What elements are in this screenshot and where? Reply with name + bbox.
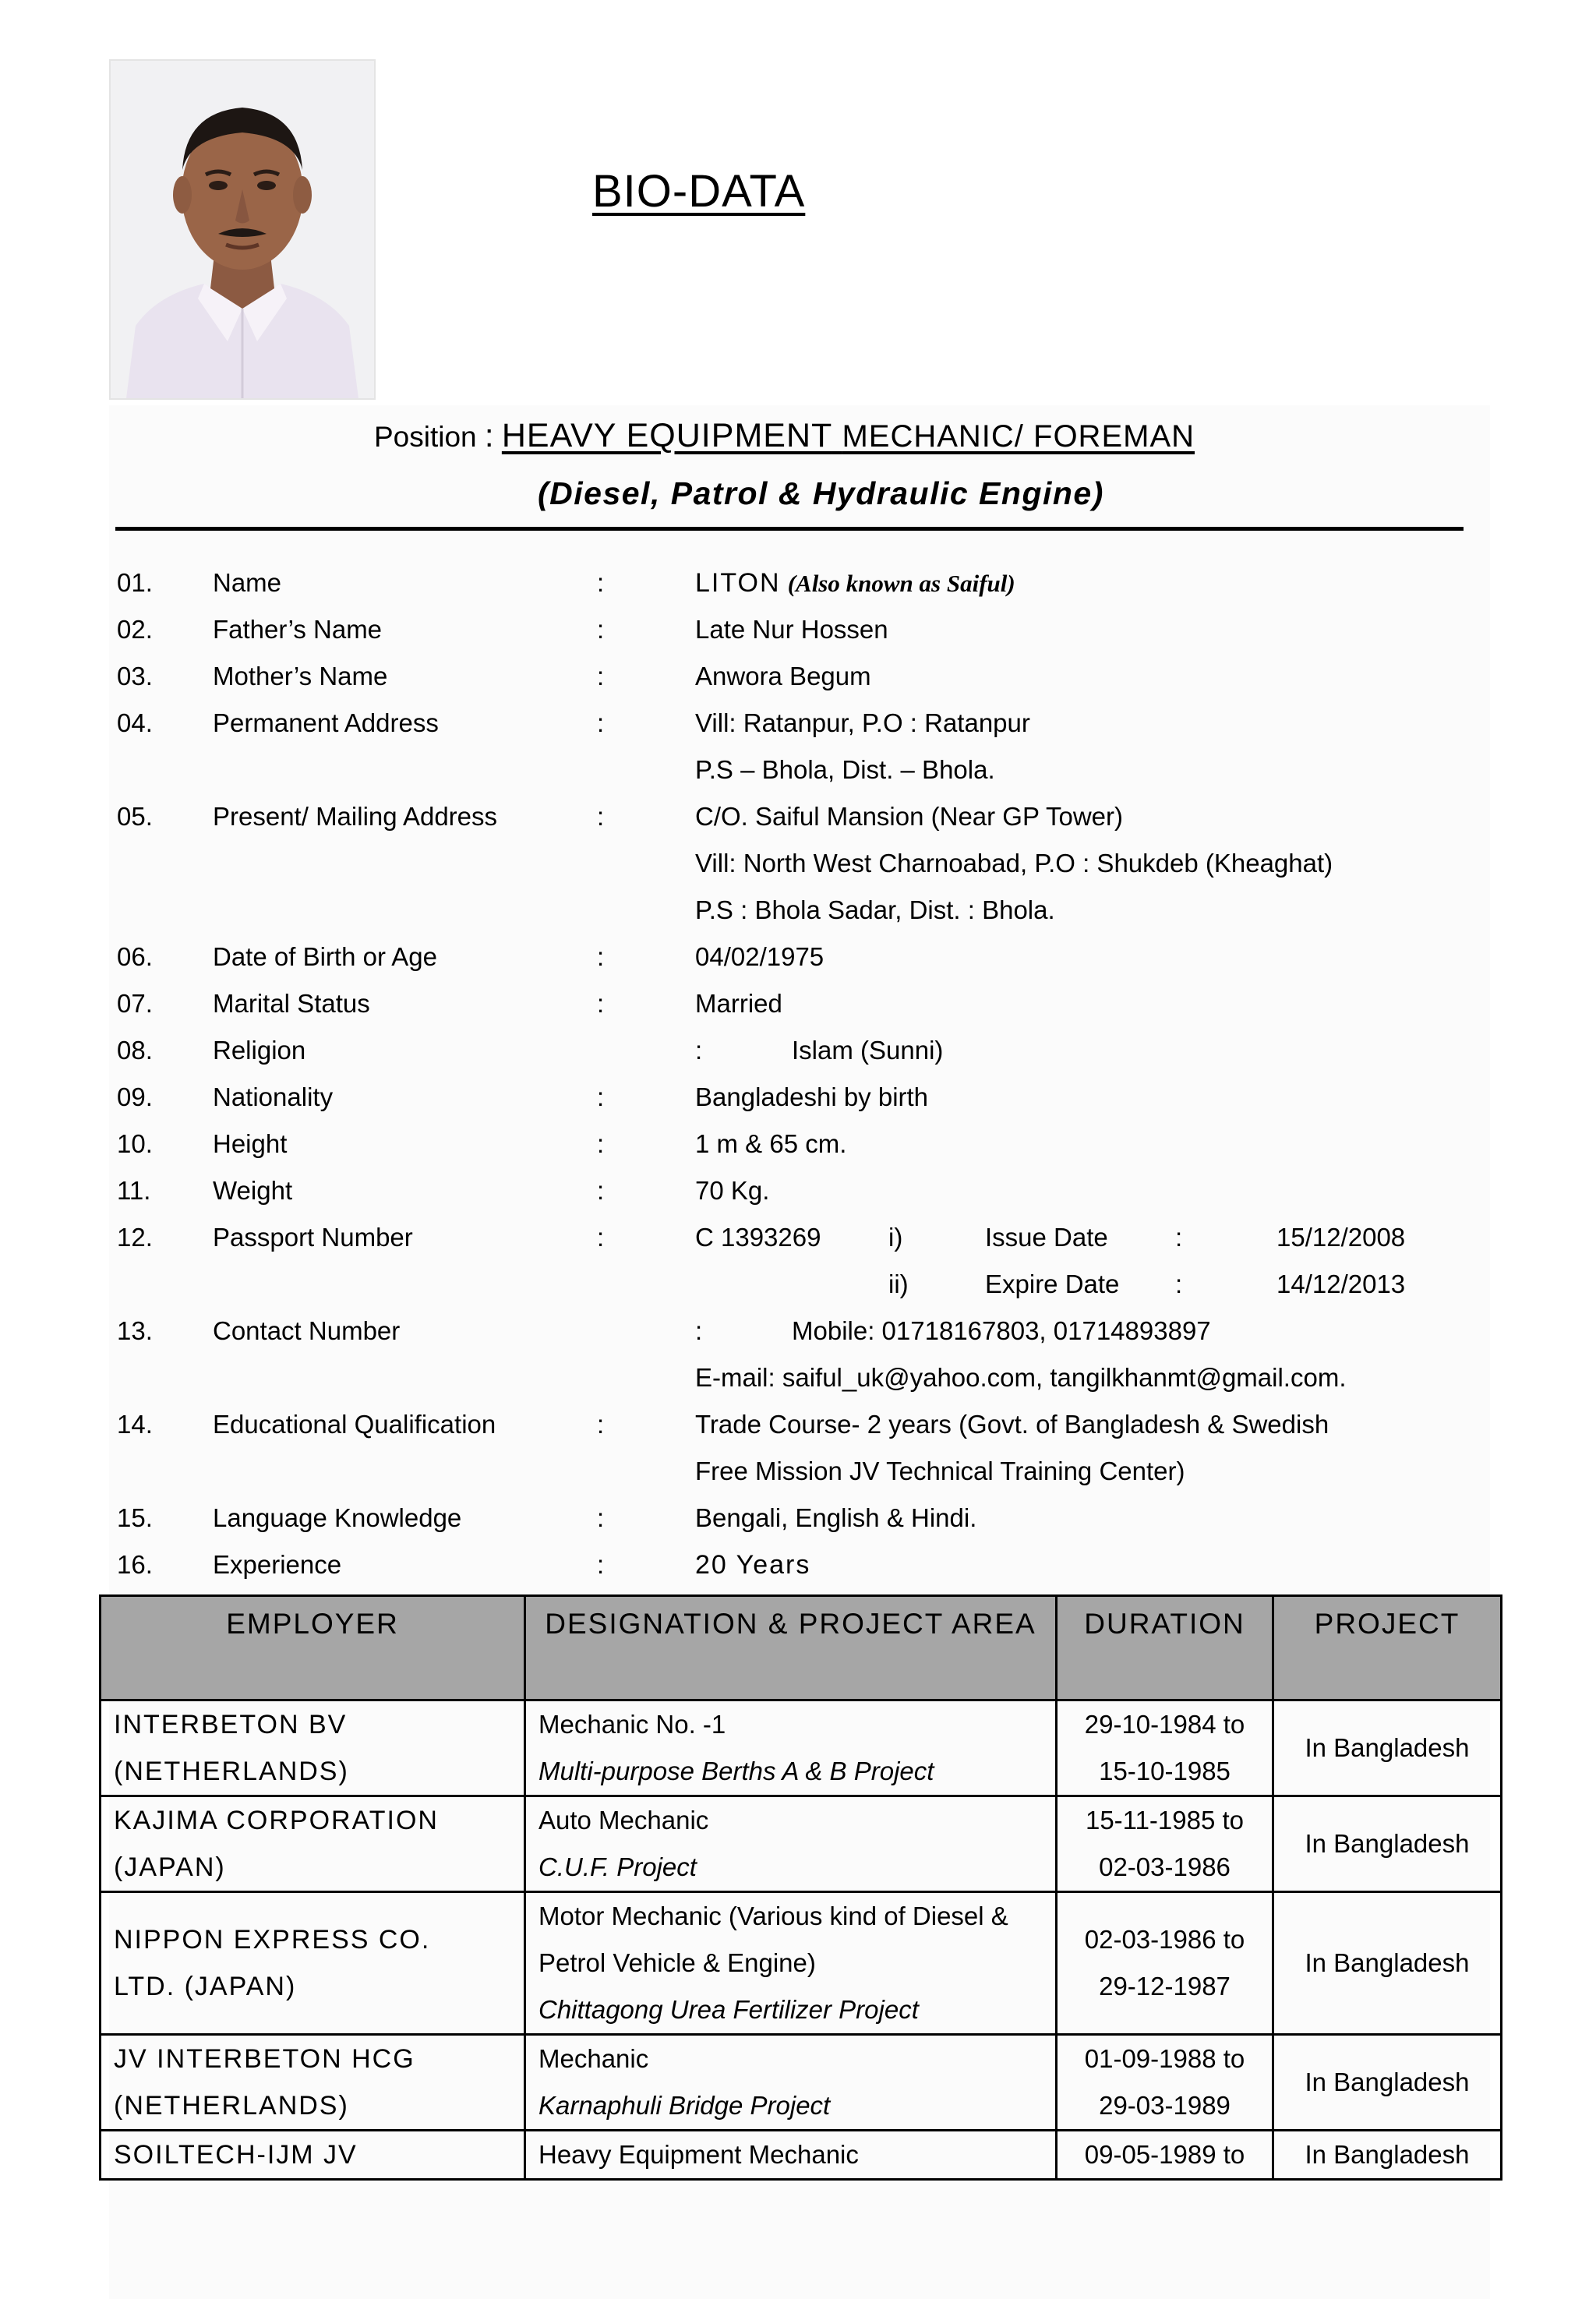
name-value: LITON <box>695 568 781 598</box>
detail-row-permanent-address: 04. Permanent Address : Vill: Ratanpur, P.O : Ratanpur <box>117 708 1030 737</box>
header-duration: DURATION <box>1057 1596 1273 1700</box>
detail-row-email: E-mail: saiful_uk@yahoo.com, tangilkhanmt@gmail.com. <box>695 1363 1347 1392</box>
portrait-illustration <box>111 61 374 398</box>
detail-row-present-address-cont: P.S : Bhola Sadar, Dist. : Bhola. <box>695 895 1055 924</box>
duration-cell: 01-09-1988 to 29-03-1989 <box>1057 2035 1273 2131</box>
detail-row-passport: 12. Passport Number : C 1393269 i) Issue Date : 15/12/2008 <box>117 1223 1406 1252</box>
detail-row-height: 10. Height : 1 m & 65 cm. <box>117 1129 847 1158</box>
divider-rule <box>115 527 1464 531</box>
position-label: Position <box>374 421 477 453</box>
employment-table <box>99 1594 1502 2181</box>
table-row <box>101 1700 1502 1796</box>
detail-row-dob: 06. Date of Birth or Age : 04/02/1975 <box>117 942 824 971</box>
detail-row-education: 14. Educational Qualification : Trade Course- 2 years (Govt. of Bangladesh & Swedish <box>117 1410 1329 1439</box>
header-project: PROJECT <box>1273 1596 1502 1700</box>
detail-row-contact: 13. Contact Number : Mobile: 01718167803, 01714893897 <box>117 1316 1211 1345</box>
detail-row-present-address: 05. Present/ Mailing Address : C/O. Saiful Mansion (Near GP Tower) <box>117 802 1123 831</box>
designation-cell: Mechanic No. -1 Multi-purpose Berths A & B Project <box>525 1700 1057 1796</box>
employer-cell: INTERBETON BV (NETHERLANDS) <box>101 1700 525 1796</box>
designation-cell: Motor Mechanic (Various kind of Diesel & Petrol Vehicle & Engine) Chittagong Urea Fertilizer Project <box>525 1892 1057 2035</box>
position-value: HEAVY EQUIPMENT MECHANIC/ FOREMAN <box>501 417 1195 454</box>
header-employer: EMPLOYER <box>101 1596 525 1700</box>
detail-row-present-address-cont: Vill: North West Charnoabad, P.O : Shukdeb (Kheaghat) <box>695 849 1333 878</box>
detail-row-nationality: 09. Nationality : Bangladeshi by birth <box>117 1082 929 1111</box>
duration-cell: 29-10-1984 to 15-10-1985 <box>1057 1700 1273 1796</box>
project-cell: In Bangladesh <box>1273 1892 1502 2035</box>
detail-row-mother: 03. Mother’s Name : Anwora Begum <box>117 662 871 690</box>
duration-cell: 15-11-1985 to 02-03-1986 <box>1057 1796 1273 1892</box>
portrait-photo <box>109 59 376 400</box>
detail-row-experience: 16. Experience : 20 Years <box>117 1550 811 1580</box>
name-aka: (Also known as Saiful) <box>787 570 1015 597</box>
project-cell: In Bangladesh <box>1273 1700 1502 1796</box>
table-header-row <box>101 1596 1502 1700</box>
duration-cell: 09-05-1989 to <box>1057 2131 1273 2180</box>
detail-row-weight: 11. Weight : 70 Kg. <box>117 1176 770 1205</box>
duration-cell: 02-03-1986 to 29-12-1987 <box>1057 1892 1273 2035</box>
project-cell: In Bangladesh <box>1273 2131 1502 2180</box>
designation-cell: Auto Mechanic C.U.F. Project <box>525 1796 1057 1892</box>
designation-cell: Mechanic Karnaphuli Bridge Project <box>525 2035 1057 2131</box>
page-title: BIO-DATA <box>592 166 806 217</box>
detail-row-marital: 07. Marital Status : Married <box>117 989 782 1018</box>
designation-cell: Heavy Equipment Mechanic <box>525 2131 1057 2180</box>
table-row <box>101 1796 1502 1892</box>
employer-cell: KAJIMA CORPORATION (JAPAN) <box>101 1796 525 1892</box>
employer-cell: NIPPON EXPRESS CO. LTD. (JAPAN) <box>101 1892 525 2035</box>
detail-row-language: 15. Language Knowledge : Bengali, English & Hindi. <box>117 1503 977 1532</box>
detail-row-religion: 08. Religion : Islam (Sunni) <box>117 1036 944 1065</box>
project-cell: In Bangladesh <box>1273 2035 1502 2131</box>
detail-row-name: 01. Name : LITON (Also known as Saiful) <box>117 568 1015 598</box>
position-colon: : <box>484 417 494 454</box>
project-cell: In Bangladesh <box>1273 1796 1502 1892</box>
employer-cell: SOILTECH-IJM JV <box>101 2131 525 2180</box>
detail-row-passport-expiry: ii) Expire Date : 14/12/2013 <box>888 1270 1406 1298</box>
detail-row-father: 02. Father’s Name : Late Nur Hossen <box>117 615 888 644</box>
position-subtitle: (Diesel, Patrol & Hydraulic Engine) <box>538 475 1104 511</box>
detail-row-education-cont: Free Mission JV Technical Training Center) <box>695 1457 1185 1485</box>
employer-cell: JV INTERBETON HCG (NETHERLANDS) <box>101 2035 525 2131</box>
position-line <box>374 417 1195 455</box>
table-row <box>101 2035 1502 2131</box>
detail-row-permanent-address-cont: P.S – Bhola, Dist. – Bhola. <box>695 755 995 784</box>
header-designation: DESIGNATION & PROJECT AREA <box>525 1596 1057 1700</box>
table-row <box>101 2131 1502 2180</box>
table-row <box>101 1892 1502 2035</box>
